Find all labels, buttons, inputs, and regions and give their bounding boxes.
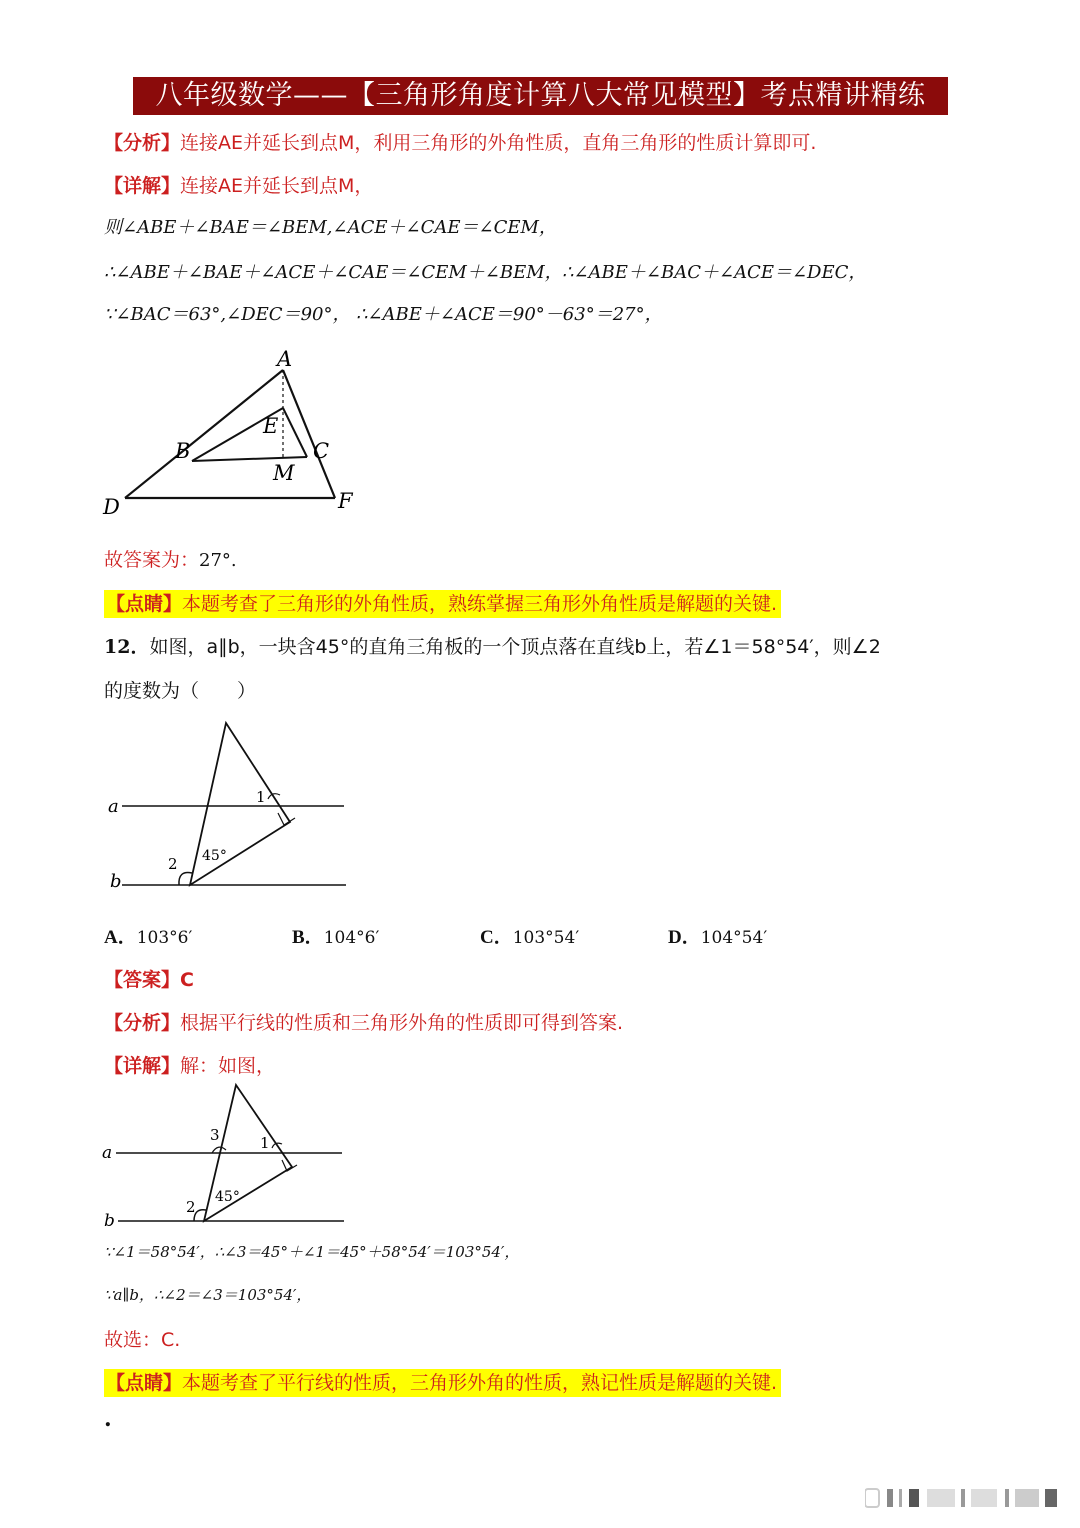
q11-analysis-text: 连接AE并延长到点M，利用三角形的外角性质，直角三角形的性质计算即可. — [180, 132, 817, 154]
q12-solution-figure — [96, 1080, 356, 1230]
q12-stem-text1: 如图，a∥b，一块含45°的直角三角板的一个顶点落在直线b上，若∠1＝58°54′，则∠2 — [149, 636, 881, 658]
q12-sol-line1: ∵∠1＝58°54′，∴∠3＝45°＋∠1＝45°＋58°54′＝103°54′， — [104, 1243, 520, 1261]
q11-answer-line — [104, 545, 237, 572]
q12-detail-tag: 【详解】 — [104, 1055, 181, 1077]
q11-tip-text: 本题考查了三角形的外角性质，熟练掌握三角形外角性质是解题的关键. — [182, 593, 778, 615]
label-45: 45° — [202, 848, 227, 864]
label-2: 2 — [168, 855, 178, 873]
sol-label-3: 3 — [210, 1126, 220, 1144]
sol-label-1: 1 — [260, 1134, 270, 1152]
watermark-logo-icon — [865, 1483, 1060, 1511]
q11-triangle-figure — [95, 340, 375, 530]
q12-tip-line — [104, 1368, 781, 1395]
label-M: M — [273, 461, 295, 485]
edge-EC — [283, 408, 307, 457]
choice-c[interactable] — [480, 922, 579, 949]
q11-answer-text: 故答案为： — [104, 549, 200, 571]
label-D: D — [103, 495, 120, 519]
sol-angle3-arc — [212, 1147, 226, 1153]
q11-analysis-line — [104, 128, 816, 155]
q12-choose-line: 故选：C. — [104, 1329, 181, 1351]
choice-b-label: B． — [292, 927, 324, 948]
q11-tip-line — [104, 589, 781, 616]
sol-label-b: b — [104, 1211, 115, 1230]
sol-label-2: 2 — [186, 1198, 196, 1216]
q12-stem-line2: 的度数为（ ） — [104, 680, 257, 702]
q11-step3b: ∴∠ABE＋∠ACE＝90°－63°＝27°， — [356, 304, 663, 325]
q11-step1: 则∠ABE＋∠BAE＝∠BEM,∠ACE＋∠CAE＝∠CEM， — [104, 217, 557, 238]
choice-c-value: 103°54′ — [512, 928, 580, 948]
label-F: F — [338, 489, 353, 513]
label-b: b — [110, 871, 122, 892]
q12-stem-line1 — [104, 632, 881, 659]
q12-answer-line — [104, 965, 194, 992]
q11-tip-tag: 【点睛】 — [106, 593, 183, 615]
q12-analysis-text: 根据平行线的性质和三角形外角的性质即可得到答案. — [180, 1012, 624, 1034]
q12-sol-line2: ∵a∥b，∴∠2＝∠3＝103°54′， — [104, 1286, 312, 1304]
choice-d[interactable] — [668, 922, 767, 949]
choice-b-value: 104°6′ — [323, 928, 380, 948]
trailing-dot: . — [104, 1406, 112, 1432]
choice-c-label: C． — [480, 927, 513, 948]
sol-right-angle-mark — [282, 1160, 297, 1171]
sol-label-a: a — [102, 1143, 113, 1163]
q12-detail-text: 解：如图， — [180, 1055, 276, 1077]
q12-tip-tag: 【点睛】 — [106, 1372, 183, 1394]
q12-number: 12． — [104, 636, 150, 658]
right-angle-mark — [278, 813, 295, 825]
label-A: A — [277, 347, 293, 371]
label-E: E — [263, 414, 279, 438]
label-a: a — [108, 796, 119, 817]
choice-d-label: D． — [668, 927, 701, 948]
q12-answer-value: C — [180, 969, 194, 991]
q12-analysis-line — [104, 1008, 623, 1035]
q11-detail-text: 连接AE并延长到点M， — [180, 175, 374, 197]
choice-d-value: 104°54′ — [700, 928, 768, 948]
label-1: 1 — [256, 788, 266, 806]
page-title: 八年级数学——【三角形角度计算八大常见模型】考点精讲精练 — [133, 77, 948, 115]
q11-detail-line — [104, 171, 373, 198]
q12-tip-text: 本题考查了平行线的性质，三角形外角的性质，熟记性质是解题的关键. — [182, 1372, 778, 1394]
q11-answer-value: 27°. — [199, 550, 237, 571]
q11-detail-tag: 【详解】 — [104, 175, 181, 197]
q11-step3a: ∵∠BAC＝63°,∠DEC＝90°， — [104, 304, 351, 325]
edge-DA — [125, 370, 283, 498]
q11-analysis-tag: 【分析】 — [104, 132, 181, 154]
sol-label-45: 45° — [215, 1189, 240, 1205]
q12-answer-tag: 【答案】 — [104, 969, 181, 991]
q11-step2b: ∴∠ABE＋∠BAC＋∠ACE＝∠DEC， — [562, 262, 867, 283]
choice-a-label: A． — [104, 927, 137, 948]
label-B: B — [175, 439, 191, 463]
q12-detail-line — [104, 1051, 275, 1078]
q12-parallel-figure — [100, 715, 360, 900]
q12-analysis-tag: 【分析】 — [104, 1012, 181, 1034]
choice-b[interactable] — [292, 922, 379, 949]
q11-step2a: ∴∠ABE＋∠BAE＋∠ACE＋∠CAE＝∠CEM＋∠BEM， — [104, 262, 563, 283]
choice-a[interactable] — [104, 922, 192, 949]
choice-a-value: 103°6′ — [136, 928, 193, 948]
label-C: C — [313, 439, 330, 463]
